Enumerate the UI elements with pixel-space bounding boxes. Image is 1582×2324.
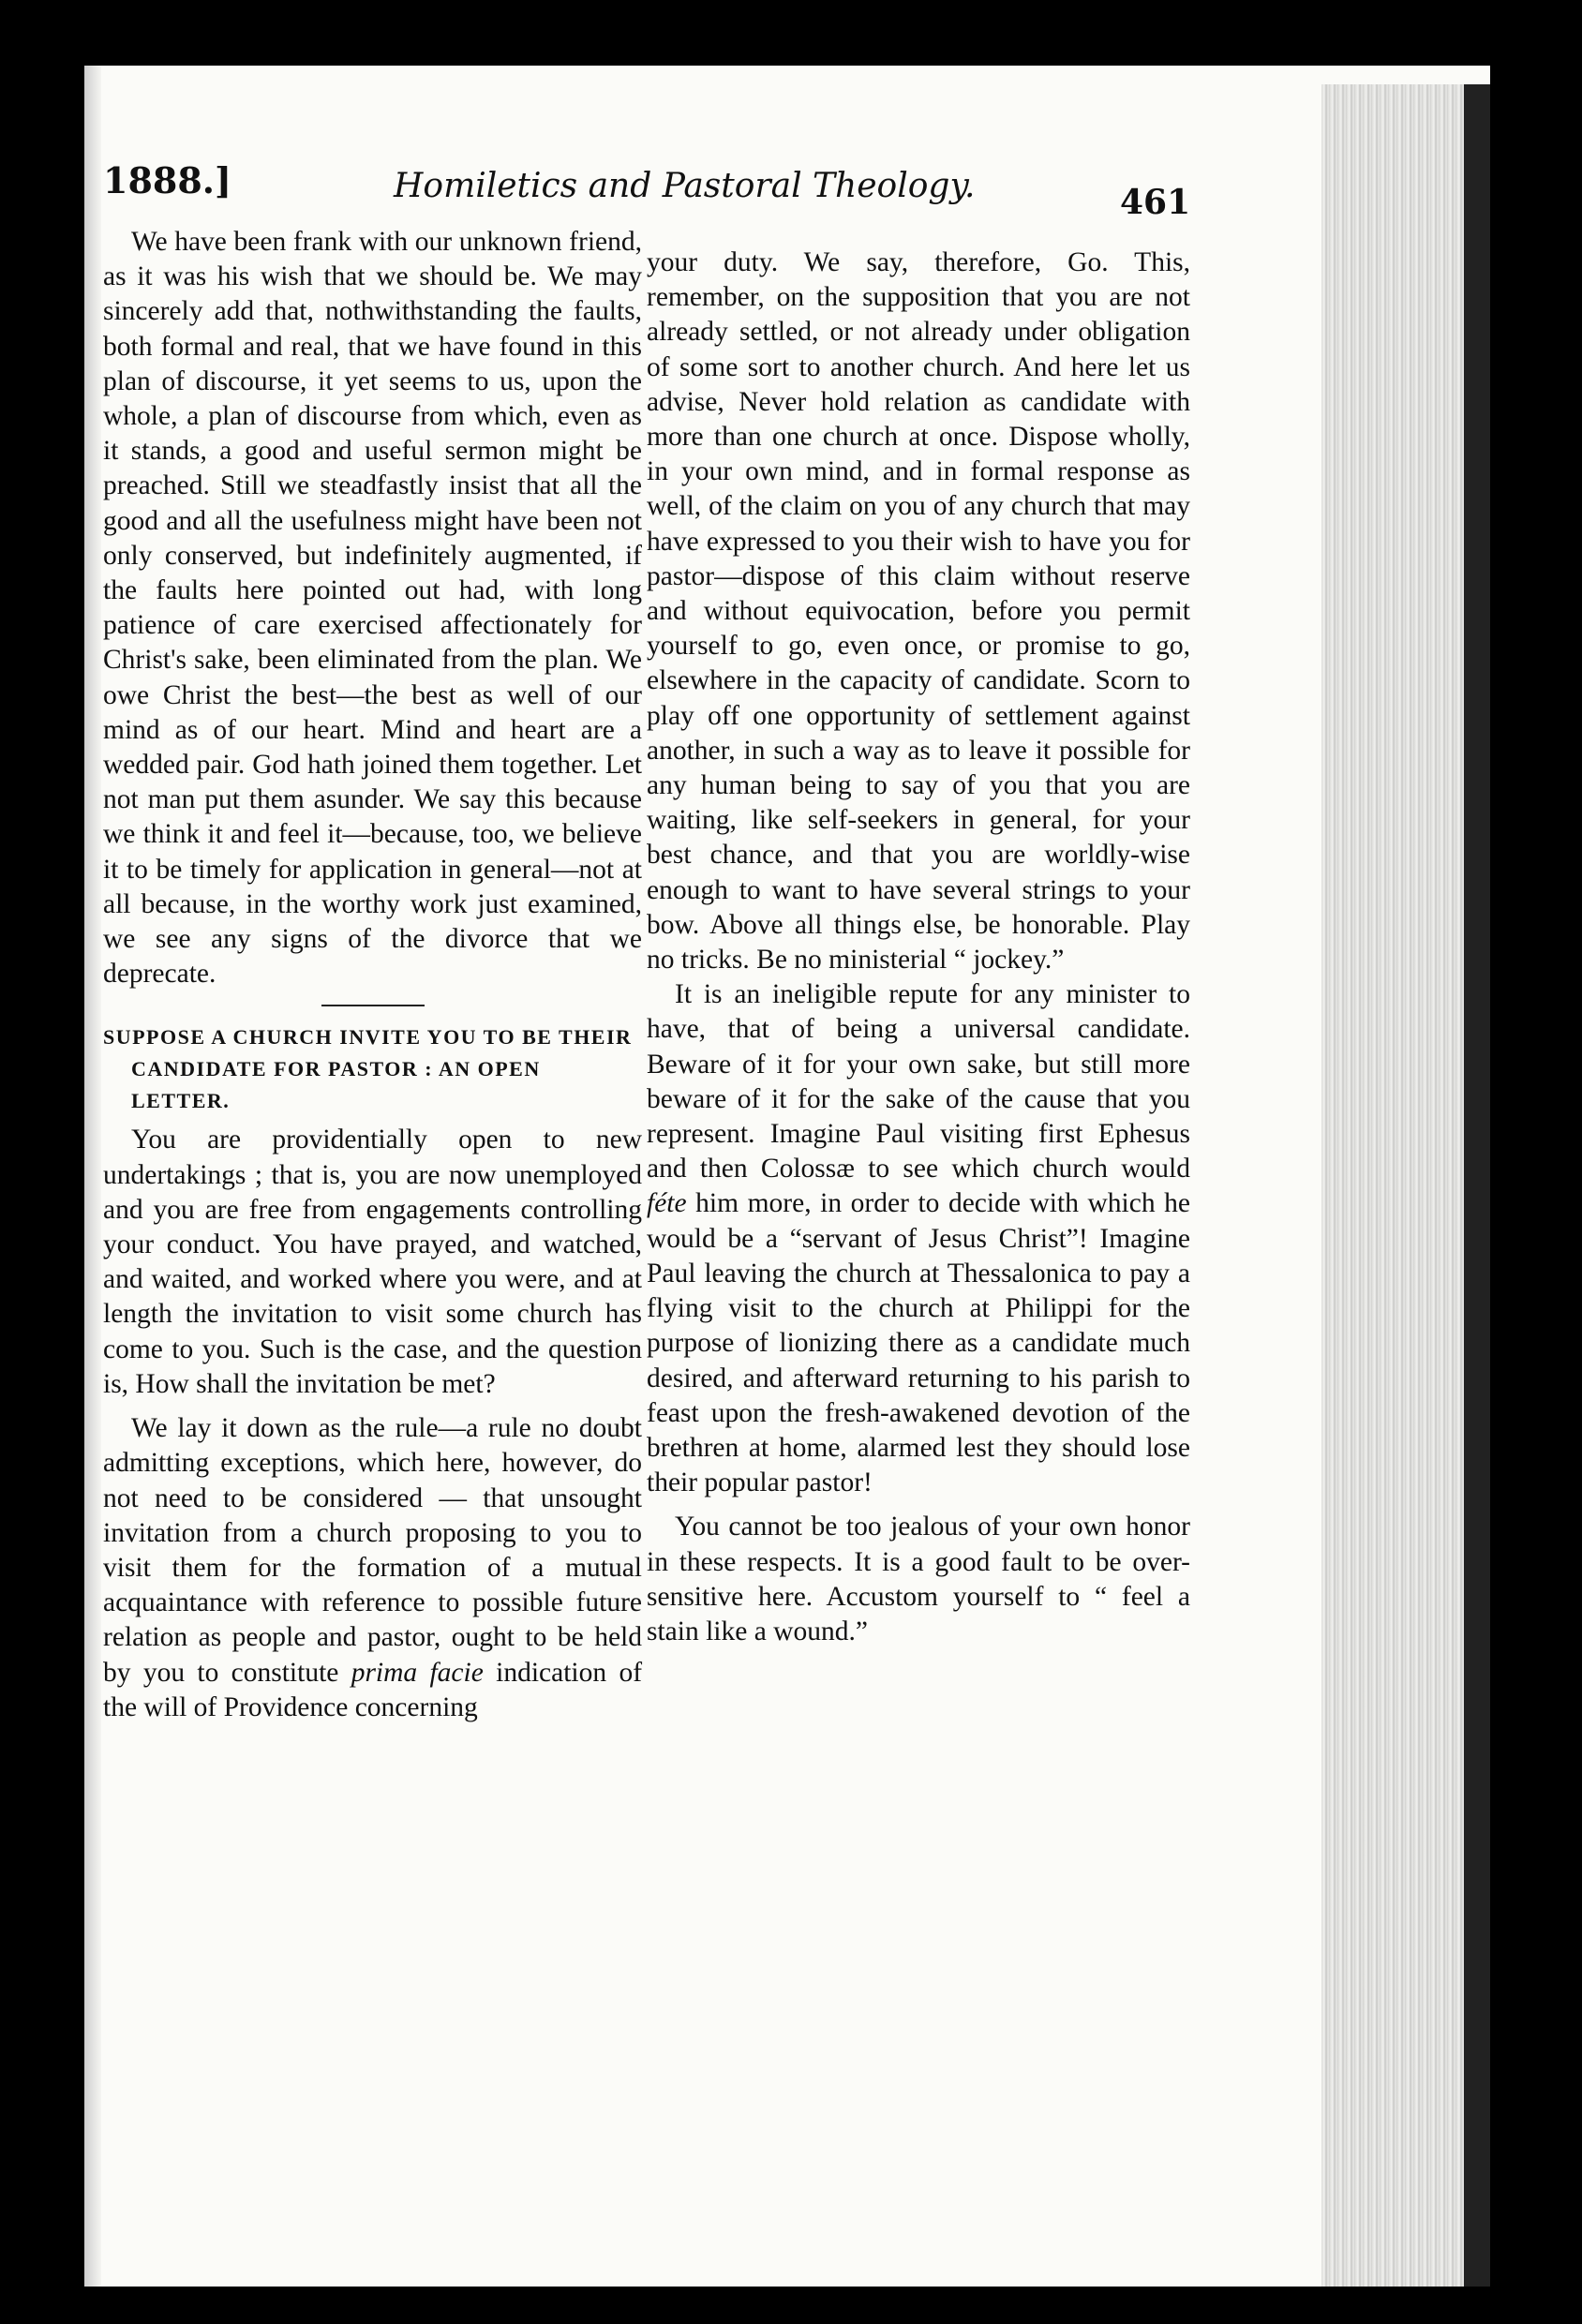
paragraph: You are providentially open to new undertakings ; that is, you are now unemployed and you are free from engagements controlling your conduct. You have prayed, and watched, and waited, and worked where you were, and at length the invitation to visit some church has come to you. Such is the case, and the question is, How shall the invitation be met? (103, 1125, 642, 1399)
paragraph-text: indication of the will of Providence concerning (103, 1657, 643, 1722)
paragraph-text: We lay it down as the rule—a rule no doubt admitting exceptions, which here, however, do not need to be considered — that unsought invitation from a church proposing to you to visit them for the formation of a mutual acquaintance with reference to possible future relation as people and pastor, ought to be held by you to constitute (103, 1413, 642, 1688)
paragraph-text: It is an ineligible repute for any minister to have, that of being a universal candidate. Beware of it for your own sake, but still more beware of it for the sake of the cause that you represent. Imagine Paul visiting first Ephesus and then Colossæ to see which church would (647, 979, 1190, 1184)
running-header-title: Homiletics and Pastoral Theology. (394, 167, 976, 205)
paragraph-text: him more, in order to decide with which he would be a “servant of Jesus Christ”! Imagine Paul leaving the church at Thessalonica to pay a flying visit to the church at Philippi for the purpose of lionizing there as a candidate much desired, and afterward returning to his parish to feast upon the fresh-awakened devotion of the brethren at home, alarmed lest they should lose their popular pastor! (647, 1188, 1190, 1498)
right-text-column (647, 246, 1190, 1649)
italic-phrase: prima facie (351, 1657, 484, 1688)
gutter-shadow (84, 66, 101, 2287)
page-number: 461 (1120, 183, 1191, 222)
paragraph (103, 1411, 642, 1725)
article-heading: SUPPOSE A CHURCH INVITE YOU TO BE THEIR CANDIDATE FOR PASTOR : AN OPEN LETTER. (103, 1025, 633, 1113)
paragraph: We have been frank with our unknown friend, as it was his wish that we should be. We may sincerely add that, nothwithstanding the faults, both formal and real, that we have found in this plan of discourse, it yet seems to us, upon the whole, a plan of discourse from which, even as it stands, a good and useful sermon might be preached. Still we steadfastly insist that all the good and all the usefulness might have been not only conserved, but indefinitely augmented, if the faults here pointed out had, with long patience of care exercised affectionately for Christ's sake, been eliminated from the plan. We owe Christ the best—the best as well of our mind as of our heart. Mind and heart are a wedded pair. God hath joined them together. Let not man put them asunder. We say this because we think it and feel it—because, too, we believe it to be timely for application in general—not at all because, in the worthy work just examined, we see any signs of the divorce that we deprecate. (103, 227, 642, 990)
cover-edge (1464, 84, 1490, 2287)
left-text-column (103, 225, 642, 1725)
paragraph: You cannot be too jealous of your own honor in these respects. It is a good fault to be over-sensitive here. Accustom yourself to “ feel a stain like a wound.” (647, 1512, 1190, 1646)
running-header-year: 1888.] (103, 159, 231, 201)
section-divider (321, 1005, 425, 1006)
italic-word: féte (647, 1188, 687, 1219)
paragraph: your duty. We say, therefore, Go. This, remember, on the supposition that you are not already settled, or not already under obligation of some sort to another church. And here let us advise, Never hold relation as candidate with more than one church at once. Dispose wholly, in your own mind, and in formal response as well, of the claim on you of any church that may have expressed to you their wish to have you for pastor—dispose of this claim without reserve and without equivocation, before you permit yourself to go, even once, or promise to go, elsewhere in the capacity of candidate. Scorn to play off one opportunity of settlement against another, in such a way as to leave it possible for any human being to say of you that you are waiting, like self-seekers in general, for your best chance, and that you are worldly-wise enough to want to have several strings to your bow. Above all things else, be honorable. Play no tricks. Be no ministerial “ jockey.” (647, 247, 1190, 976)
paragraph (647, 977, 1190, 1500)
